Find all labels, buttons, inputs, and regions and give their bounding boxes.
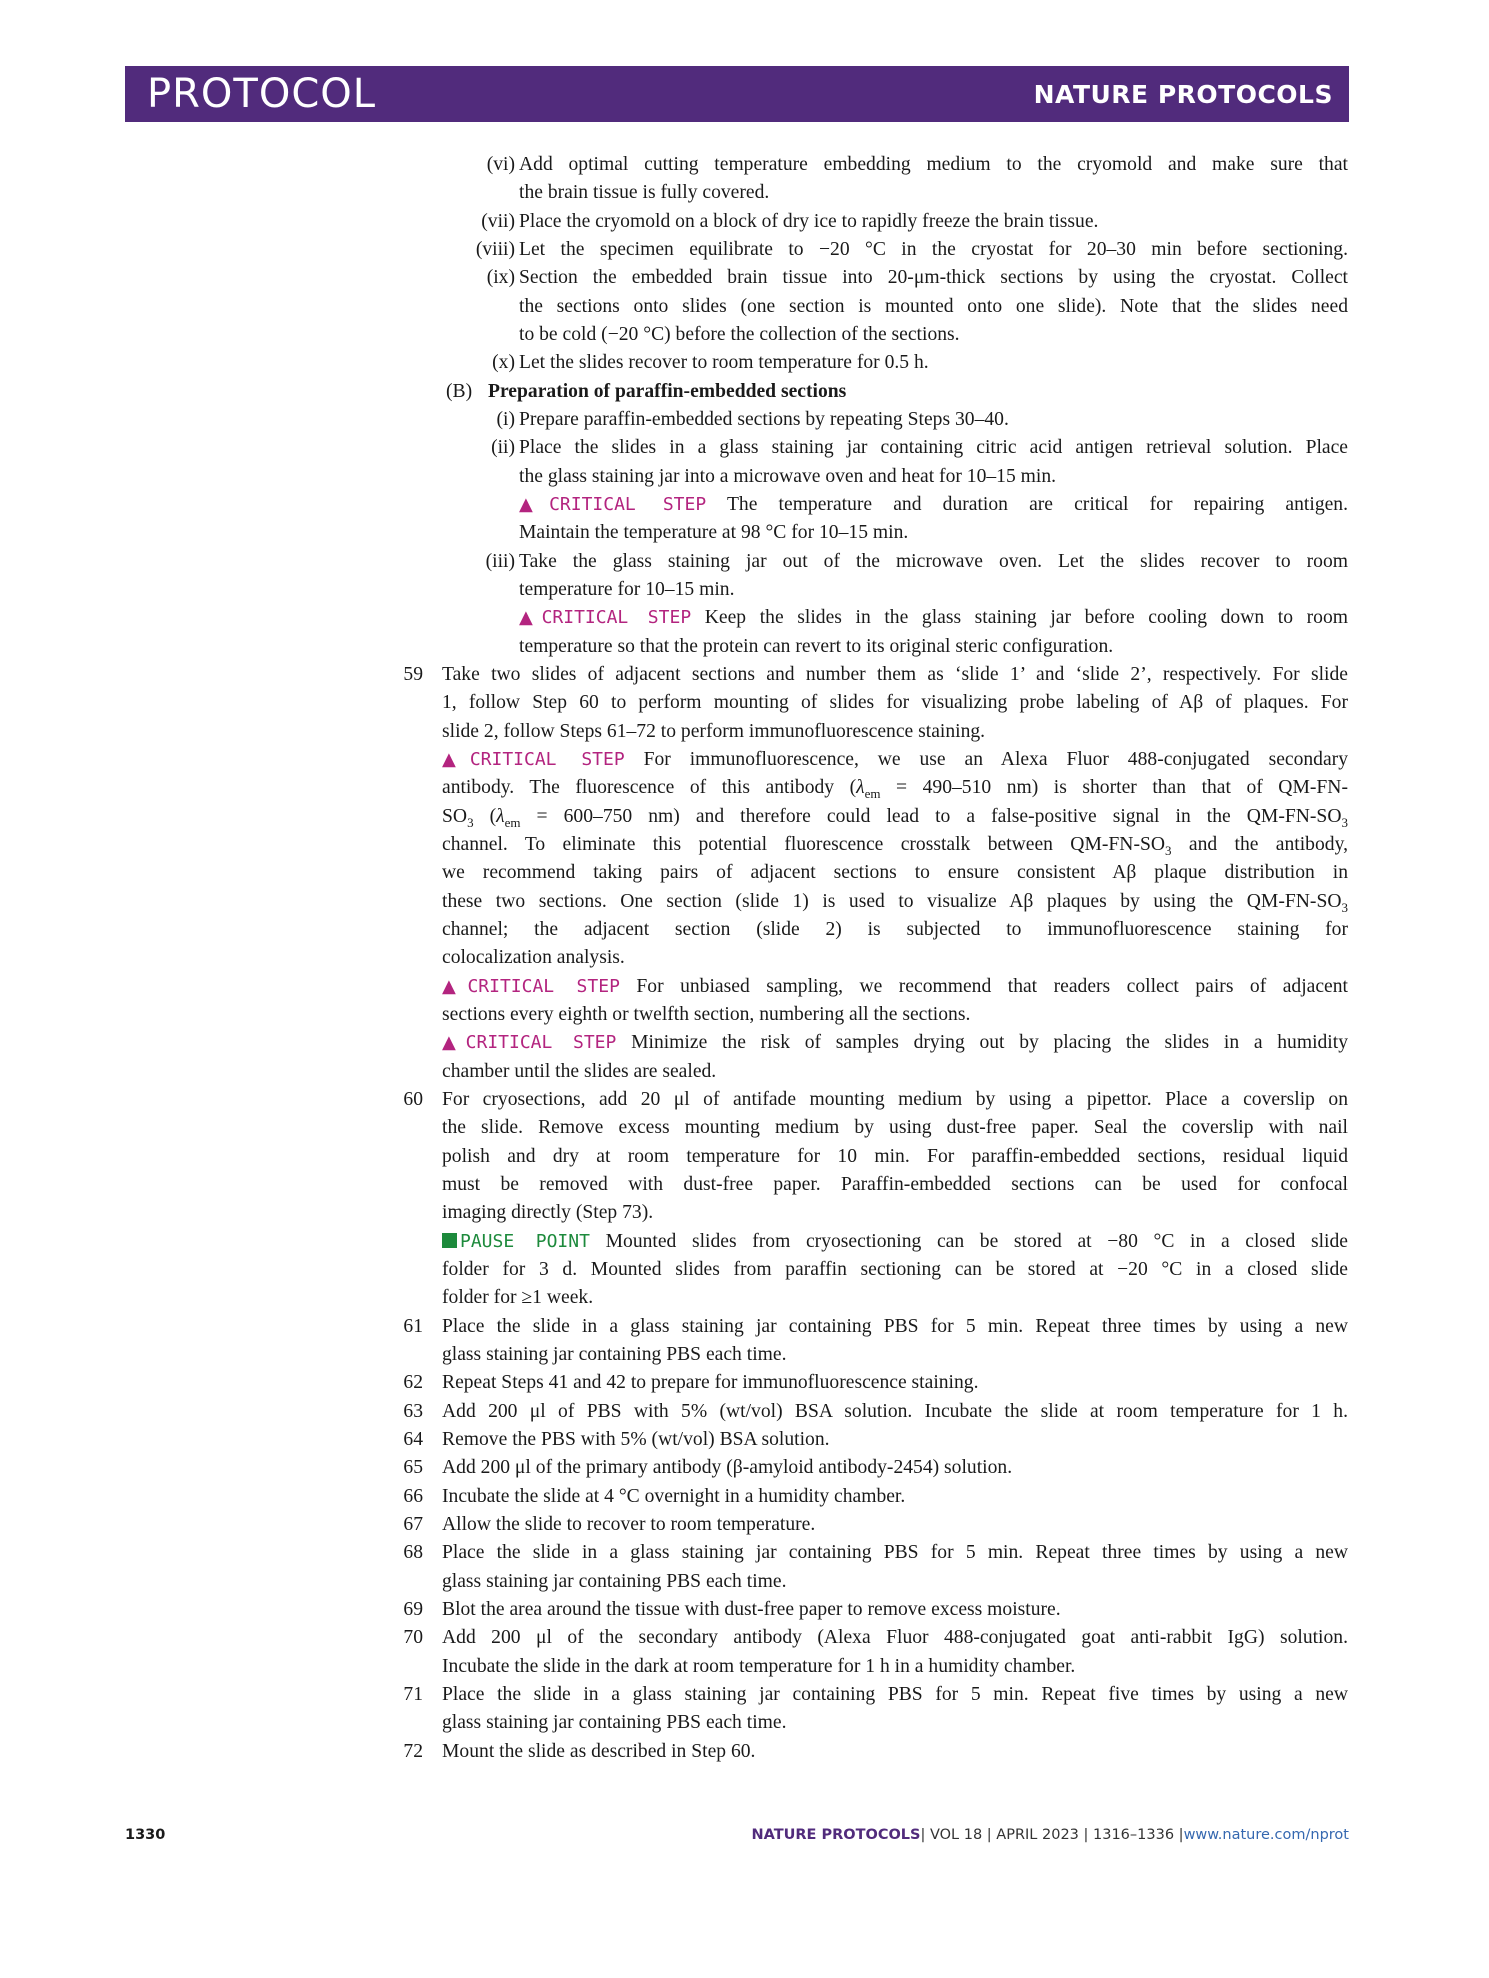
step-number: 67	[403, 1514, 423, 1535]
critical-step: ▲CRITICAL STEP Minimize the risk of samples drying out by placing the slides in a humidity	[442, 1032, 1348, 1053]
substep-number: (x)	[492, 352, 515, 373]
critical-step: ▲CRITICAL STEP For immunofluorescence, we use an Alexa Fluor 488-conjugated secondary	[442, 749, 1348, 770]
critical-step-label: CRITICAL STEP	[465, 1032, 617, 1053]
text-line: $SO_3$ ($\lambda_{em} = 600-750$ nm) and therefore could lead to a false-positive signal in the $QM-FN-SO_3$	[442, 806, 1348, 830]
step-number: 70	[403, 1627, 423, 1648]
text-line: folder for ≥1 week.	[442, 1287, 594, 1308]
text-line: the brain tissue is fully covered.	[519, 182, 770, 203]
text-line: the glass staining jar into a microwave oven and heat for 10–15 min.	[519, 466, 1057, 487]
text-line: Incubate the slide at 4 °C overnight in a humidity chamber.	[442, 1486, 906, 1507]
critical-step-label: CRITICAL STEP	[469, 749, 625, 770]
critical-step: ▲CRITICAL STEP Keep the slides in the glass staining jar before cooling down to room	[519, 607, 1348, 628]
substep-number: (vi)	[486, 154, 515, 175]
text-line: colocalization analysis.	[442, 947, 625, 968]
step-number: 68	[403, 1542, 423, 1563]
text-line: chamber until the slides are sealed.	[442, 1061, 717, 1082]
text-line: antibody. The fluorescence of this antibody ($\lambda_{em} = 490-510$ nm) is shorter than that of QM-FN-	[442, 777, 1348, 801]
text-line: channel. To eliminate this potential fluorescence crosstalk between $QM-FN-SO_3$ and the antibody,	[442, 834, 1348, 858]
step-number: 64	[403, 1429, 423, 1450]
text-line: Let the slides recover to room temperature for 0.5 h.	[519, 352, 929, 373]
text-line: slide 2, follow Steps 61–72 to perform immunofluorescence staining.	[442, 721, 986, 742]
text-line: the slide. Remove excess mounting medium by using dust-free paper. Seal the coverslip with nail	[442, 1117, 1348, 1138]
citation: NATURE PROTOCOLS| VOL 18 | APRIL 2023 | 1316–1336 |www.nature.com/nprot	[751, 1827, 1349, 1843]
text-line: Mount the slide as described in Step 60.	[442, 1741, 756, 1762]
substep-number: (viii)	[475, 239, 515, 260]
text-line: Place the slides in a glass staining jar containing citric acid antigen retrieval solution. Place	[519, 437, 1348, 458]
substep-number: (iii)	[485, 551, 515, 572]
critical-step: ▲CRITICAL STEP For unbiased sampling, we recommend that readers collect pairs of adjacent	[442, 976, 1348, 997]
critical-step-label: CRITICAL STEP	[549, 494, 707, 515]
text-line: the sections onto slides (one section is mounted onto one slide). Note that the slides need	[519, 296, 1348, 317]
text-line: Repeat Steps 41 and 42 to prepare for immunofluorescence staining.	[442, 1372, 979, 1393]
step-number: 72	[403, 1741, 423, 1762]
text-line: must be removed with dust-free paper. Paraffin-embedded sections can be used for confocal	[442, 1174, 1348, 1195]
text-line: to be cold (−20 °C) before the collection of the sections.	[519, 324, 960, 345]
text-line: temperature for 10–15 min.	[519, 579, 735, 600]
critical-step-label: CRITICAL STEP	[467, 976, 620, 997]
text-line: Allow the slide to recover to room temperature.	[442, 1514, 816, 1535]
journal-link[interactable]: www.nature.com/nprot	[1183, 1827, 1349, 1843]
text-line: these two sections. One section (slide 1) is used to visualize Aβ plaques by using the $QM-FN-SO_3$	[442, 891, 1348, 915]
text-line: glass staining jar containing PBS each time.	[442, 1344, 787, 1365]
page-number: 1330	[125, 1827, 166, 1843]
text-line: Place the slide in a glass staining jar containing PBS for 5 min. Repeat three times by using a new	[442, 1316, 1348, 1337]
step-number: 61	[403, 1316, 423, 1337]
option-title: Preparation of paraffin-embedded sections	[488, 381, 847, 402]
step-number: 63	[403, 1401, 423, 1422]
text-line: sections every eighth or twelfth section, numbering all the sections.	[442, 1004, 971, 1025]
text-line: glass staining jar containing PBS each time.	[442, 1712, 787, 1733]
text-line: glass staining jar containing PBS each time.	[442, 1571, 787, 1592]
pause-point-label: PAUSE POINT	[460, 1231, 590, 1252]
text-line: 1, follow Step 60 to perform mounting of slides for visualizing probe labeling of Aβ of plaques. For	[442, 692, 1348, 713]
text-line: we recommend taking pairs of adjacent sections to ensure consistent Aβ plaque distribution in	[442, 862, 1348, 883]
text-line: Add optimal cutting temperature embedding medium to the cryomold and make sure that	[519, 154, 1348, 175]
text-line: Take the glass staining jar out of the microwave oven. Let the slides recover to room	[519, 551, 1348, 572]
text-line: temperature so that the protein can revert to its original steric configuration.	[519, 636, 1114, 657]
text-line: polish and dry at room temperature for 10 min. For paraffin-embedded sections, residual liquid	[442, 1146, 1348, 1167]
text-line: Place the slide in a glass staining jar containing PBS for 5 min. Repeat five times by using a new	[442, 1684, 1348, 1705]
square-icon	[442, 1233, 457, 1248]
critical-step-label: CRITICAL STEP	[541, 607, 692, 628]
step-number: 66	[403, 1486, 423, 1507]
text-line: imaging directly (Step 73).	[442, 1202, 654, 1223]
text-line: Section the embedded brain tissue into 20-μm-thick sections by using the cryostat. Collect	[519, 267, 1348, 288]
text-line: channel; the adjacent section (slide 2) is subjected to immunofluorescence staining for	[442, 919, 1348, 940]
text-line: For cryosections, add 20 μl of antifade mounting medium by using a pipettor. Place a coverslip on	[442, 1089, 1348, 1110]
step-number: 60	[403, 1089, 423, 1110]
text-line: Maintain the temperature at 98 °C for 10–15 min.	[519, 522, 909, 543]
page-header	[125, 66, 1349, 122]
text-line: Prepare paraffin-embedded sections by repeating Steps 30–40.	[519, 409, 1009, 430]
step-number: 69	[403, 1599, 423, 1620]
option-label: (B)	[446, 381, 473, 402]
critical-step: ▲CRITICAL STEP The temperature and duration are critical for repairing antigen.	[519, 494, 1349, 515]
text-line: Add 200 μl of the secondary antibody (Alexa Fluor 488-conjugated goat anti-rabbit IgG) solution.	[442, 1627, 1348, 1648]
step-number: 71	[403, 1684, 423, 1705]
pause-point: PAUSE POINT Mounted slides from cryosectioning can be stored at −80 °C in a closed slide	[442, 1228, 1348, 1256]
text-line: Blot the area around the tissue with dust-free paper to remove excess moisture.	[442, 1599, 1061, 1620]
text-line: Place the cryomold on a block of dry ice to rapidly freeze the brain tissue.	[519, 211, 1099, 232]
substep-number: (ii)	[491, 437, 515, 458]
text-line: folder for 3 d. Mounted slides from paraffin sectioning can be stored at −20 °C in a closed slide	[442, 1259, 1348, 1280]
text-line: Place the slide in a glass staining jar containing PBS for 5 min. Repeat three times by using a new	[442, 1542, 1348, 1563]
text-line: Incubate the slide in the dark at room temperature for 1 h in a humidity chamber.	[442, 1656, 1076, 1677]
step-number: 62	[403, 1372, 423, 1393]
journal-name: NATURE PROTOCOLS	[1033, 80, 1333, 109]
step-number: 59	[403, 664, 423, 685]
text-line: Add 200 μl of the primary antibody (β-amyloid antibody-2454) solution.	[442, 1457, 1013, 1478]
text-line: Let the specimen equilibrate to −20 °C in the cryostat for 20–30 min before sectioning.	[519, 239, 1348, 260]
substep-number: (i)	[496, 409, 515, 430]
step-number: 65	[403, 1457, 423, 1478]
section-label: PROTOCOL	[147, 71, 377, 117]
text-line: Add 200 μl of PBS with 5% (wt/vol) BSA solution. Incubate the slide at room temperature for 1 h.	[442, 1401, 1348, 1422]
text-line: Remove the PBS with 5% (wt/vol) BSA solution.	[442, 1429, 830, 1450]
substep-number: (ix)	[486, 267, 515, 288]
substep-number: (vii)	[481, 211, 515, 232]
text-line: Take two slides of adjacent sections and number them as ‘slide 1’ and ‘slide 2’, respectively. For slide	[442, 664, 1348, 685]
